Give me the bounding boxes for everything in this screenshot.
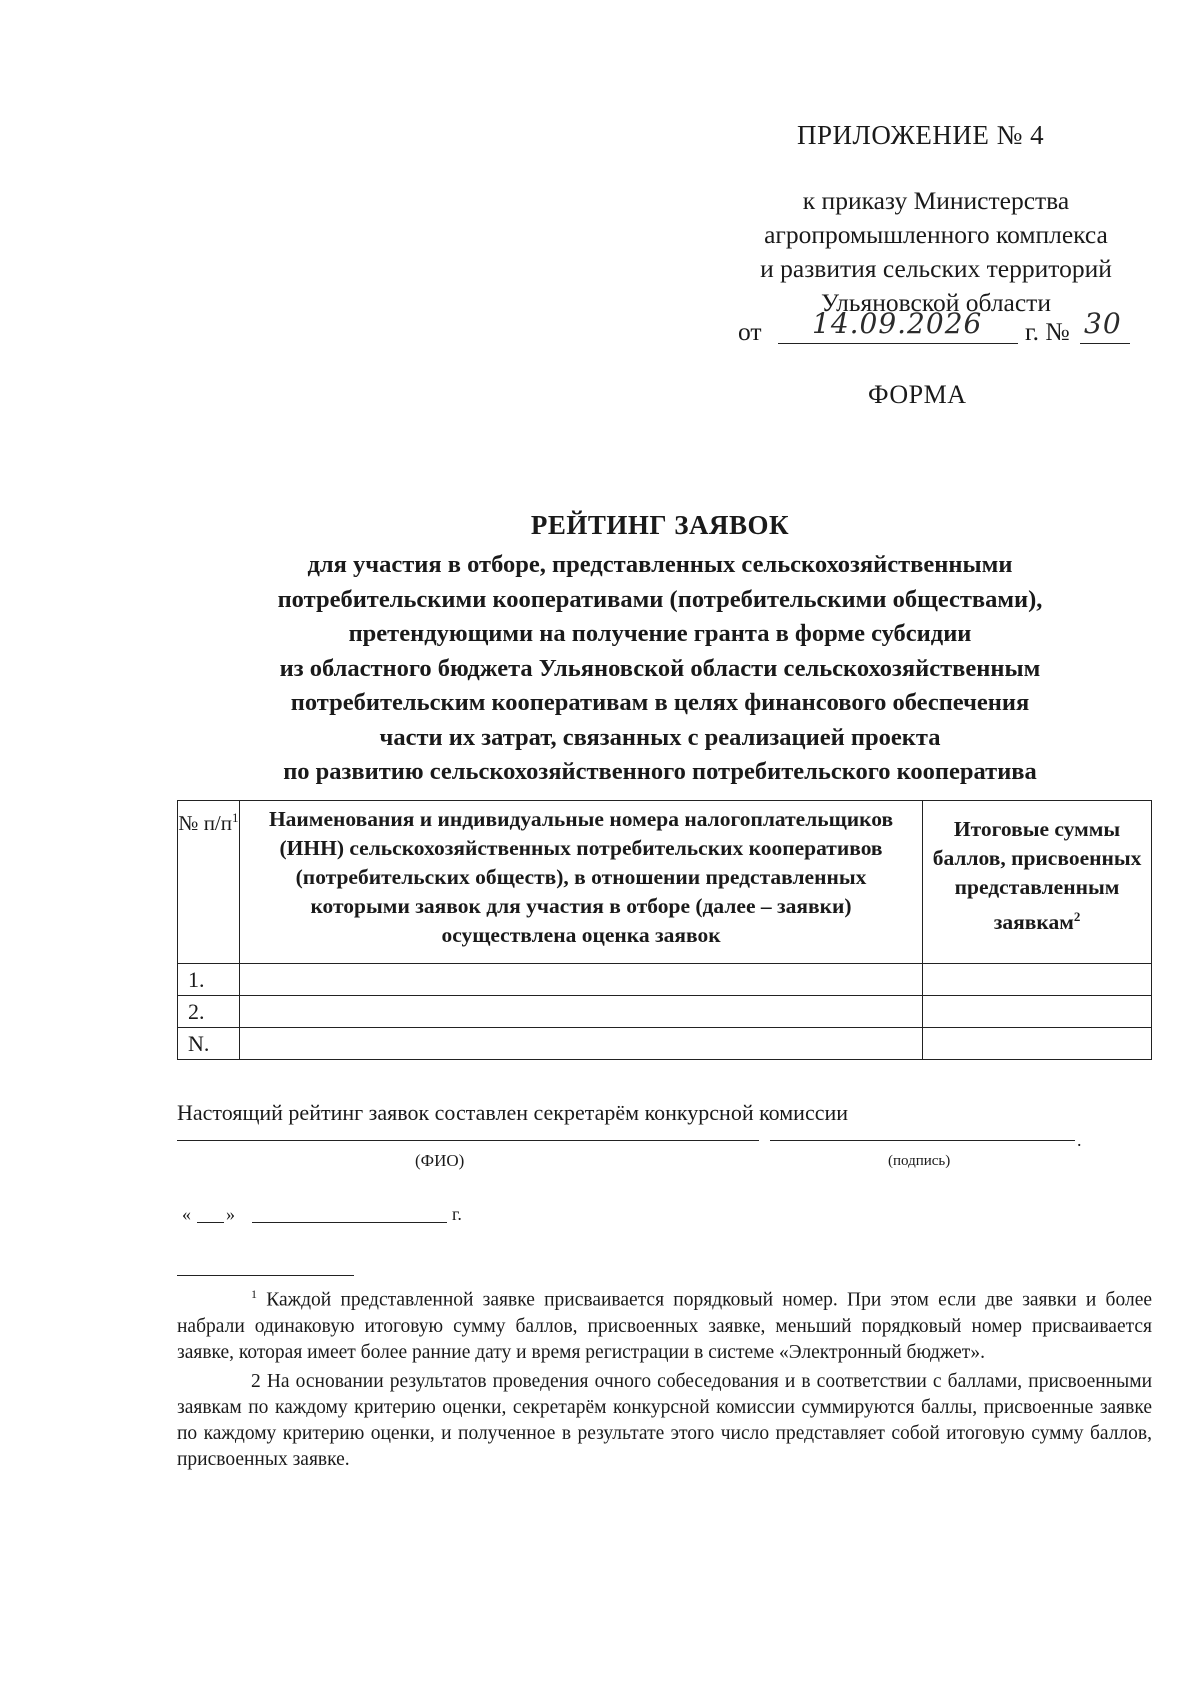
footnote-1: [177, 1281, 1152, 1366]
header-name-label: Наименования и индивидуальные номера налогоплательщиков (ИНН) сельскохозяйственных потребительских кооперативов (потребительских обществ), в отношении представленных которыми заявок для участия в отборе (далее – заявки) осуществлена оценка заявок: [268, 807, 894, 947]
rating-table: [177, 800, 1152, 1060]
row-sum-cell: [923, 964, 1152, 996]
order-line-4: Ульяновской области: [821, 288, 1051, 317]
signature-line: [770, 1140, 1075, 1141]
header-cell-sum: [923, 801, 1152, 964]
header-cell-number: [178, 801, 240, 964]
order-line-1: к приказу Министерства: [802, 186, 1070, 215]
subtitle-line: потребительскими кооперативами (потребительскими обществами),: [277, 585, 1043, 613]
footnotes: [177, 1281, 1152, 1473]
fio-caption: (ФИО): [415, 1151, 465, 1170]
date-close-quote: »: [226, 1204, 235, 1224]
date-month-blank: [252, 1222, 447, 1223]
order-number-handwritten: 30: [1084, 307, 1122, 340]
order-line-3: и развития сельских территорий: [760, 254, 1112, 283]
order-number-label: г. №: [1025, 317, 1070, 346]
subtitle-line: претендующими на получение гранта в форме субсидии: [348, 620, 972, 647]
header-number-label: № п/п: [178, 811, 233, 835]
compiled-note: Настоящий рейтинг заявок составлен секретарём конкурсной комиссии: [177, 1100, 849, 1125]
row-sum-cell: [923, 996, 1152, 1028]
table-row: [178, 964, 1152, 996]
signature-caption: (подпись): [888, 1153, 951, 1169]
form-label: ФОРМА: [868, 380, 967, 409]
footnote-2-text: На основании результатов проведения очного собеседования и в соответствии с баллами, присвоенными заявкам по каждому критерию оценки, секретарём конкурсной комиссии суммируются баллы, присвоенные заявке по каждому критерию оценки, и полученное в результате этого число представляет собой итоговую сумму баллов, присвоенных заявке.: [177, 1370, 1152, 1470]
subtitle-line: части их затрат, связанных с реализацией проекта: [379, 723, 941, 751]
signature-end-mark: .: [1077, 1130, 1082, 1150]
appendix-title: ПРИЛОЖЕНИЕ № 4: [797, 120, 1045, 150]
order-date-field: [778, 307, 1018, 344]
document-subtitle: [170, 548, 1150, 790]
order-line-2: агропромышленного комплекса: [764, 220, 1108, 249]
row-name-cell: [239, 964, 922, 996]
footnote-separator: [177, 1275, 354, 1276]
fio-signature-line: [177, 1140, 759, 1141]
table-row: [178, 1028, 1152, 1060]
document-title: РЕЙТИНГ ЗАЯВОК: [530, 510, 790, 540]
row-name-cell: [239, 996, 922, 1028]
subtitle-line: по развитию сельскохозяйственного потребительского кооператива: [283, 758, 1037, 785]
date-open-quote: «: [182, 1204, 191, 1224]
row-sum-cell: [923, 1028, 1152, 1060]
row-name-cell: [239, 1028, 922, 1060]
footnote-ref-2: 2: [1073, 909, 1081, 924]
footnote-2: [177, 1369, 1152, 1473]
order-date-line: [738, 307, 1158, 349]
row-number: 2.: [178, 996, 240, 1028]
order-date-handwritten: 14.09.2026: [812, 307, 983, 340]
footnote-ref-1: 1: [232, 810, 239, 825]
date-year-suffix: г.: [452, 1204, 462, 1224]
subtitle-line: для участия в отборе, представленных сельскохозяйственными: [307, 551, 1013, 578]
table-header-row: [178, 801, 1152, 964]
footnote-1-mark: 1: [251, 1287, 257, 1301]
header-sum-label: Итоговые суммы баллов, присвоенных представленным заявкам: [932, 817, 1142, 935]
order-from-label: от: [738, 317, 762, 346]
header-cell-name: [239, 801, 922, 964]
subtitle-line: потребительским кооперативам в целях финансового обеспечения: [290, 689, 1030, 716]
subtitle-line: из областного бюджета Ульяновской области сельскохозяйственным: [279, 654, 1041, 682]
row-number: N.: [178, 1028, 240, 1060]
row-number: 1.: [178, 964, 240, 996]
date-day-blank: [197, 1222, 224, 1223]
compiled-date-line: [182, 1202, 582, 1226]
footnote-1-text: Каждой представленной заявке присваивается порядковый номер. При этом если две заявки и более набрали одинаковую итоговую сумму баллов, присвоенных заявке, меньший порядковый номер присваивается заявке, которая имеет более ранние дату и время регистрации в системе «Электронный бюджет».: [177, 1289, 1153, 1363]
table-row: [178, 996, 1152, 1028]
order-number-field: [1080, 307, 1130, 344]
order-reference: [716, 184, 1156, 320]
footnote-2-mark: 2: [251, 1370, 261, 1392]
